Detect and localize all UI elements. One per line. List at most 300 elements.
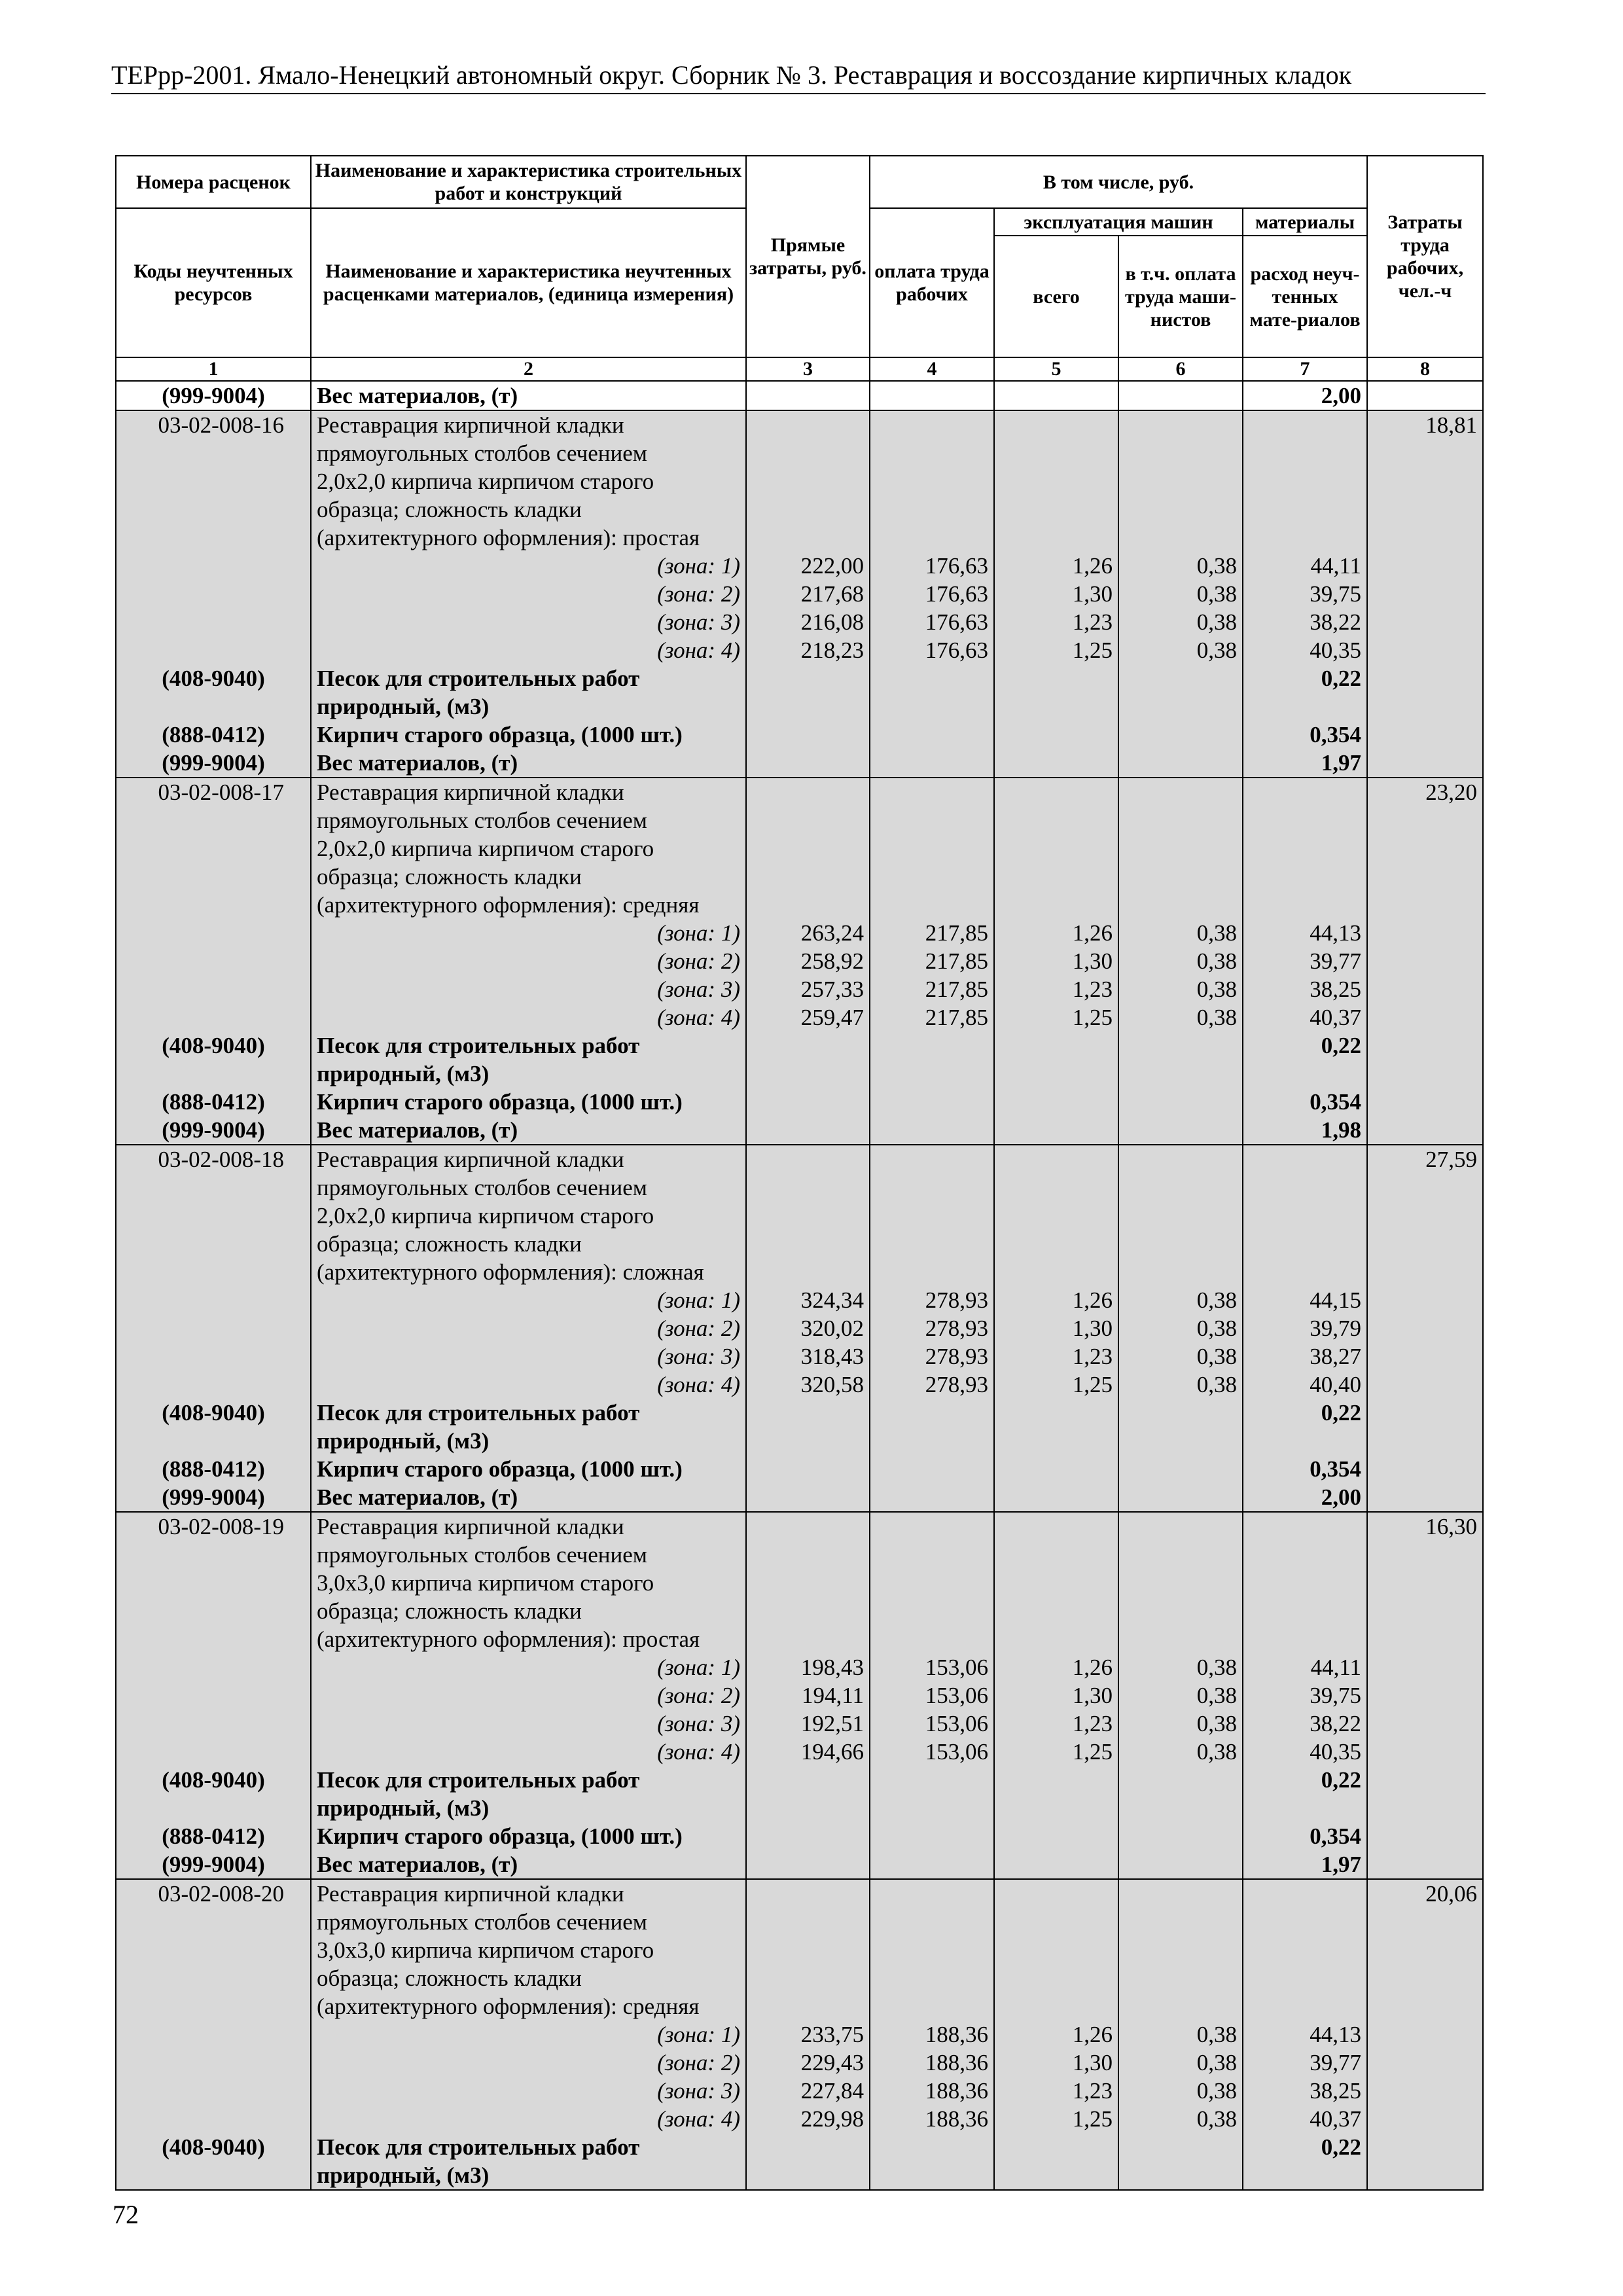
table-cell [1367,1681,1483,1710]
materials-cost: 38,25 [1243,975,1367,1003]
table-cell [1367,863,1483,891]
labor-pay: 217,85 [870,919,994,947]
table-cell [746,1455,870,1483]
table-cell [1367,2161,1483,2190]
direct-costs: 229,98 [746,2105,870,2133]
table-cell [1367,1258,1483,1286]
table-cell [1118,439,1243,467]
materials-cost: 40,40 [1243,1371,1367,1399]
direct-costs: 233,75 [746,2020,870,2049]
table-row [116,834,1483,863]
table-cell [746,1088,870,1116]
table-cell [1367,2105,1483,2133]
operators-pay: 0,38 [1118,1003,1243,1031]
table-cell [1118,1936,1243,1964]
table-cell [116,495,311,524]
table-cell [1367,1455,1483,1483]
table-cell [870,1766,994,1794]
table-cell [1367,495,1483,524]
table-cell [116,692,311,721]
resource-value: 2,00 [1243,381,1367,410]
table-cell [1243,1427,1367,1455]
table-row [116,1569,1483,1597]
table-cell [994,1766,1118,1794]
table-row [116,1258,1483,1286]
table-cell [994,1908,1118,1936]
table-cell [1367,1964,1483,1992]
table-cell [870,1541,994,1569]
resource-code: (999-9004) [116,1850,311,1879]
table-cell [870,1116,994,1145]
direct-costs: 227,84 [746,2077,870,2105]
direct-costs: 320,58 [746,1371,870,1399]
table-cell [994,664,1118,692]
table-cell [1367,439,1483,467]
table-cell [1243,1258,1367,1286]
zone-label: (зона: 4) [311,2105,746,2133]
zone-label: (зона: 3) [311,608,746,636]
resource-value: 0,354 [1243,1088,1367,1116]
operators-pay: 0,38 [1118,608,1243,636]
table-cell [994,863,1118,891]
table-cell [116,863,311,891]
table-cell [1118,1060,1243,1088]
table-row [116,636,1483,664]
resource-code: (999-9004) [116,1116,311,1145]
table-cell [1367,1116,1483,1145]
table-cell [870,1625,994,1653]
table-cell [116,2105,311,2133]
table-cell [870,381,994,410]
resource-code: (888-0412) [116,1455,311,1483]
table-cell [116,947,311,975]
table-cell [1118,1174,1243,1202]
table-cell [1243,1597,1367,1625]
zone-label: (зона: 2) [311,947,746,975]
table-cell [1118,1541,1243,1569]
table-cell [116,1597,311,1625]
direct-costs: 257,33 [746,975,870,1003]
machines-total: 1,23 [994,608,1118,636]
table-cell [870,891,994,919]
table-cell [116,1964,311,1992]
table-row [116,1314,1483,1342]
table-cell [1367,1003,1483,1031]
rate-description: 3,0х3,0 кирпича кирпичом старого [311,1936,746,1964]
table-cell [1118,891,1243,919]
table-cell [870,1483,994,1512]
table-cell [116,1936,311,1964]
table-cell [116,608,311,636]
labor-costs: 16,30 [1367,1512,1483,1541]
table-cell [870,721,994,749]
operators-pay: 0,38 [1118,919,1243,947]
table-cell [116,1681,311,1710]
table-cell [1367,1286,1483,1314]
table-cell [994,721,1118,749]
rate-description: (архитектурного оформления): простая [311,524,746,552]
table-cell [1243,1569,1367,1597]
table-cell [1118,1116,1243,1145]
table-cell [1367,891,1483,919]
rate-description: 2,0х2,0 кирпича кирпичом старого [311,834,746,863]
page-header-title: ТЕРрр-2001. Ямало-Ненецкий автономный округ. Сборник № 3. Реставрация и воссоздание кирпичных кладок [111,60,1486,94]
resource-name: Песок для строительных работ [311,2133,746,2161]
table-cell [994,2133,1118,2161]
table-row [116,1766,1483,1794]
table-cell [116,1653,311,1681]
zone-label: (зона: 1) [311,919,746,947]
table-row [116,1399,1483,1427]
resource-code: (999-9004) [116,381,311,410]
column-number: 5 [994,357,1118,381]
materials-cost: 44,13 [1243,2020,1367,2049]
table-cell [746,863,870,891]
machines-total: 1,25 [994,1003,1118,1031]
machines-total: 1,30 [994,1681,1118,1710]
resource-code: (888-0412) [116,1822,311,1850]
table-cell [994,1145,1118,1174]
table-cell [870,1258,994,1286]
table-row [116,2020,1483,2049]
table-cell [116,1060,311,1088]
rate-description: образца; сложность кладки [311,863,746,891]
machines-total: 1,23 [994,1342,1118,1371]
table-cell [746,1230,870,1258]
header-materials: материалы [1243,208,1367,236]
table-cell [1243,1230,1367,1258]
header-labor-costs: Затраты труда рабочих, чел.-ч [1367,156,1483,357]
table-row [116,1371,1483,1399]
table-cell [746,1145,870,1174]
table-cell [870,1794,994,1822]
table-row [116,2133,1483,2161]
header-operators-pay: в т.ч. оплата труда маши-нистов [1118,236,1243,357]
table-cell [1118,806,1243,834]
header-machines-total: всего [994,236,1118,357]
table-cell [1243,2161,1367,2190]
header-including: В том числе, руб. [870,156,1367,208]
labor-pay: 278,93 [870,1286,994,1314]
table-cell [1118,1145,1243,1174]
table-cell [1243,1541,1367,1569]
table-cell [1367,1371,1483,1399]
header-machine-operation: эксплуатация машин [994,208,1243,236]
table-cell [1118,1258,1243,1286]
labor-costs: 18,81 [1367,410,1483,439]
materials-cost: 39,79 [1243,1314,1367,1342]
table-cell [994,806,1118,834]
table-cell [1367,1936,1483,1964]
resource-name: Кирпич старого образца, (1000 шт.) [311,721,746,749]
rate-description: (архитектурного оформления): простая [311,1625,746,1653]
table-cell [994,1060,1118,1088]
table-cell [1367,2077,1483,2105]
resource-code: (408-9040) [116,2133,311,2161]
machines-total: 1,25 [994,1371,1118,1399]
materials-cost: 40,35 [1243,636,1367,664]
zone-label: (зона: 4) [311,1371,746,1399]
rate-description: (архитектурного оформления): средняя [311,1992,746,2020]
table-cell [870,1230,994,1258]
table-cell [1367,524,1483,552]
table-cell [116,1314,311,1342]
table-cell [994,1088,1118,1116]
rate-code: 03-02-008-16 [116,410,311,439]
table-cell [1118,1822,1243,1850]
direct-costs: 194,11 [746,1681,870,1710]
table-cell [1243,1512,1367,1541]
table-cell [1367,1541,1483,1569]
rate-description: прямоугольных столбов сечением [311,1908,746,1936]
table-cell [1118,381,1243,410]
labor-pay: 278,93 [870,1371,994,1399]
table-cell [994,495,1118,524]
table-cell [1118,1031,1243,1060]
table-cell [1367,2020,1483,2049]
direct-costs: 263,24 [746,919,870,947]
table-cell [1118,692,1243,721]
table-row [116,891,1483,919]
zone-label: (зона: 1) [311,1286,746,1314]
resource-value: 0,354 [1243,721,1367,749]
table-cell [116,439,311,467]
labor-pay: 188,36 [870,2049,994,2077]
table-row [116,2105,1483,2133]
labor-pay: 153,06 [870,1710,994,1738]
header-direct-costs: Прямые затраты, руб. [746,156,870,357]
labor-pay: 176,63 [870,636,994,664]
rate-description: Реставрация кирпичной кладки [311,1512,746,1541]
table-cell [116,806,311,834]
zone-label: (зона: 4) [311,1738,746,1766]
rate-description: 3,0х3,0 кирпича кирпичом старого [311,1569,746,1597]
zone-label: (зона: 1) [311,2020,746,2049]
table-row [116,552,1483,580]
resource-name: Кирпич старого образца, (1000 шт.) [311,1822,746,1850]
table-cell [116,467,311,495]
materials-cost: 44,15 [1243,1286,1367,1314]
table-cell [1367,664,1483,692]
operators-pay: 0,38 [1118,552,1243,580]
resource-name: Вес материалов, (т) [311,381,746,410]
table-cell [1118,1569,1243,1597]
table-header [116,156,1483,381]
resource-value: 0,354 [1243,1822,1367,1850]
table-cell [116,524,311,552]
rate-description: (архитектурного оформления): сложная [311,1258,746,1286]
table-row [116,1202,1483,1230]
table-cell [870,1850,994,1879]
rate-description: образца; сложность кладки [311,1597,746,1625]
operators-pay: 0,38 [1118,1342,1243,1371]
table-cell [1243,1964,1367,1992]
table-cell [1367,1314,1483,1342]
table-cell [1367,1427,1483,1455]
table-row [116,1653,1483,1681]
rate-code: 03-02-008-18 [116,1145,311,1174]
table-cell [746,1427,870,1455]
table-cell [116,552,311,580]
table-cell [870,1569,994,1597]
table-cell [1367,1794,1483,1822]
table-cell [1243,1794,1367,1822]
rate-description: образца; сложность кладки [311,1964,746,1992]
rate-description: прямоугольных столбов сечением [311,439,746,467]
table-cell [116,919,311,947]
resource-code: (408-9040) [116,1766,311,1794]
rate-description: прямоугольных столбов сечением [311,1174,746,1202]
table-cell [994,1541,1118,1569]
resource-code: (888-0412) [116,721,311,749]
table-row [116,1060,1483,1088]
table-cell [116,1202,311,1230]
rate-description: прямоугольных столбов сечением [311,1541,746,1569]
operators-pay: 0,38 [1118,2105,1243,2133]
table-cell [1367,834,1483,863]
resource-name: Песок для строительных работ [311,1031,746,1060]
table-cell [870,467,994,495]
labor-pay: 176,63 [870,552,994,580]
table-cell [1367,919,1483,947]
table-cell [746,1174,870,1202]
table-cell [870,1879,994,1908]
table-row [116,1088,1483,1116]
table-cell [1118,664,1243,692]
table-cell [116,1286,311,1314]
table-cell [746,1822,870,1850]
table-cell [746,778,870,806]
table-row [116,1145,1483,1174]
table-cell [1118,1088,1243,1116]
table-cell [746,891,870,919]
materials-cost: 39,77 [1243,2049,1367,2077]
operators-pay: 0,38 [1118,1286,1243,1314]
table-cell [1367,1230,1483,1258]
zone-label: (зона: 2) [311,1681,746,1710]
table-cell [870,1088,994,1116]
table-row [116,778,1483,806]
table-cell [1367,1060,1483,1088]
table-row [116,524,1483,552]
direct-costs: 318,43 [746,1342,870,1371]
table-cell [1243,495,1367,524]
table-cell [870,1992,994,2020]
table-cell [1118,1992,1243,2020]
operators-pay: 0,38 [1118,947,1243,975]
direct-costs: 258,92 [746,947,870,975]
labor-costs: 27,59 [1367,1145,1483,1174]
resource-value: 0,22 [1243,664,1367,692]
operators-pay: 0,38 [1118,1653,1243,1681]
table-row [116,1455,1483,1483]
table-cell [994,834,1118,863]
table-cell [1118,495,1243,524]
column-number: 2 [311,357,746,381]
table-cell [1243,439,1367,467]
column-number: 7 [1243,357,1367,381]
table-cell [1367,1342,1483,1371]
table-cell [1118,2133,1243,2161]
table-cell [116,1541,311,1569]
labor-costs: 23,20 [1367,778,1483,806]
table-cell [746,2161,870,2190]
resource-value: 0,22 [1243,2133,1367,2161]
table-row [116,664,1483,692]
table-row [116,1342,1483,1371]
table-cell [746,1936,870,1964]
table-row [116,1850,1483,1879]
zone-label: (зона: 2) [311,2049,746,2077]
rate-description: (архитектурного оформления): средняя [311,891,746,919]
table-cell [116,1908,311,1936]
resource-value: 0,22 [1243,1766,1367,1794]
table-cell [746,1850,870,1879]
table-row [116,692,1483,721]
table-cell [1367,1569,1483,1597]
table-row [116,467,1483,495]
table-cell [746,664,870,692]
labor-pay: 176,63 [870,608,994,636]
table-cell [1367,1822,1483,1850]
table-cell [1367,1483,1483,1512]
table-cell [1367,580,1483,608]
operators-pay: 0,38 [1118,636,1243,664]
table-row [116,1003,1483,1031]
resource-code: (999-9004) [116,749,311,778]
table-row [116,721,1483,749]
table-row [116,975,1483,1003]
table-cell [870,1060,994,1088]
table-cell [994,1202,1118,1230]
table-row [116,2161,1483,2190]
operators-pay: 0,38 [1118,1681,1243,1710]
resource-name: Кирпич старого образца, (1000 шт.) [311,1088,746,1116]
table-cell [116,975,311,1003]
zone-label: (зона: 3) [311,2077,746,2105]
table-cell [746,381,870,410]
table-cell [746,1964,870,1992]
table-cell [746,1031,870,1060]
machines-total: 1,23 [994,1710,1118,1738]
table-cell [1118,1483,1243,1512]
table-cell [746,1992,870,2020]
table-cell [1367,552,1483,580]
header-labor-pay: оплата труда рабочих [870,208,994,357]
table-cell [746,467,870,495]
table-cell [1118,778,1243,806]
table-cell [1367,1738,1483,1766]
table-row [116,1483,1483,1512]
table-cell [994,1936,1118,1964]
table-cell [870,806,994,834]
table-cell [1243,834,1367,863]
table-cell [746,2133,870,2161]
table-cell [1367,636,1483,664]
direct-costs: 222,00 [746,552,870,580]
table-cell [1367,721,1483,749]
table-cell [1367,2049,1483,2077]
resource-value: 1,98 [1243,1116,1367,1145]
labor-pay: 188,36 [870,2105,994,2133]
table-cell [870,2161,994,2190]
table-row [116,863,1483,891]
table-cell [746,1060,870,1088]
table-cell [994,1822,1118,1850]
table-cell [746,1908,870,1936]
table-cell [1367,381,1483,410]
table-cell [870,692,994,721]
